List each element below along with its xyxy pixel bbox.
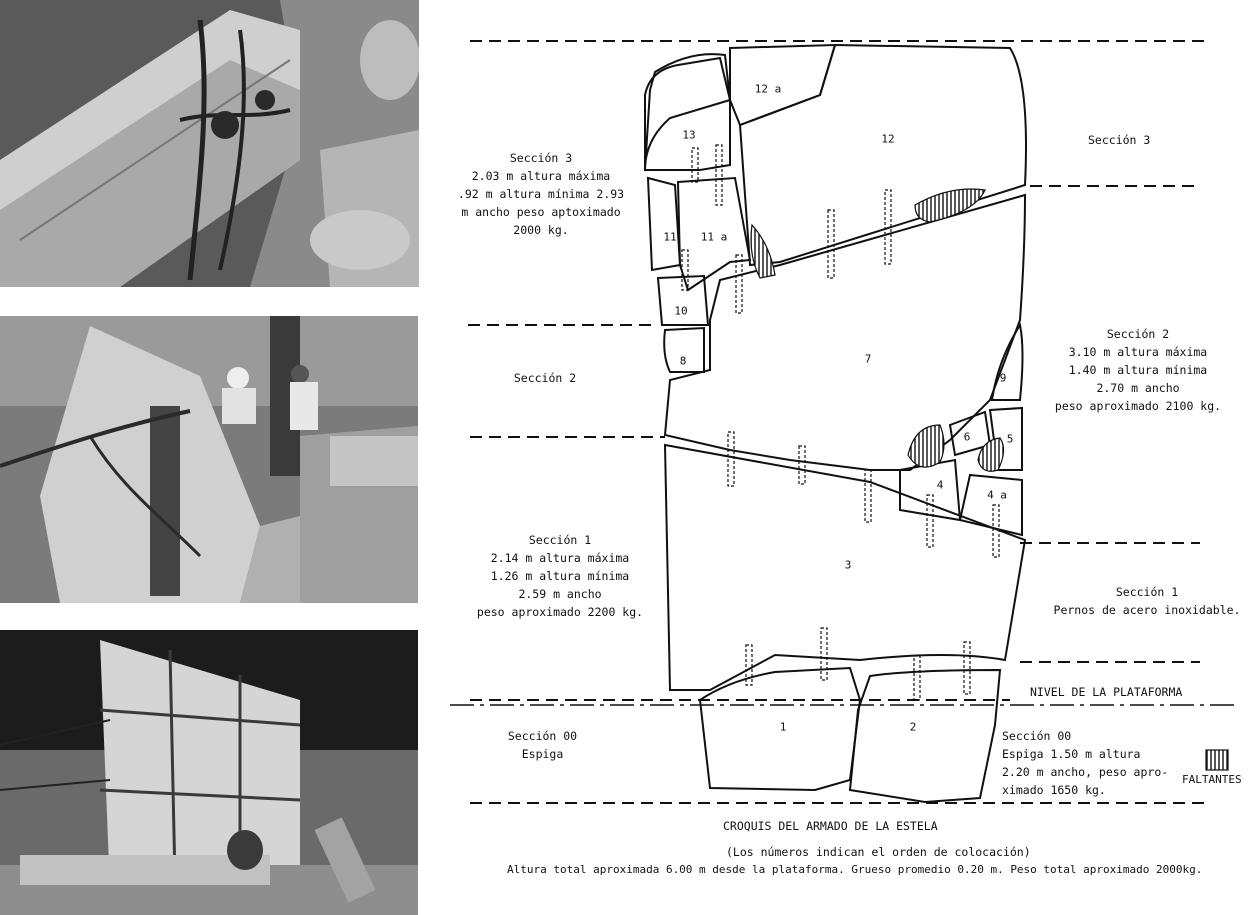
piece-label-3: 3 [844,558,852,572]
legend-faltantes-label: FALTANTES [1182,773,1242,786]
piece-label-8: 8 [679,354,687,368]
perno [914,656,920,700]
faltante-fragment [978,438,1004,471]
note-left-seccion-3: Sección 3 2.03 m altura máxima .92 m altura mínima 2.93 m ancho peso aptoximado 2000 kg. [457,151,625,237]
perno [692,148,698,182]
stela-assembly-diagram [430,0,1259,915]
diagram-title: CROQUIS DEL ARMADO DE LA ESTELA [723,819,938,833]
piece-label-4a: 4 a [987,488,1007,502]
piece-label-2: 2 [909,720,917,734]
perno [799,446,805,484]
photo-stone-slab-roped-image [0,0,419,287]
faltante-fragment [751,225,775,278]
piece-11-outline [648,178,680,270]
piece-10-outline [658,276,708,325]
piece-label-11a: 11 a [700,230,728,244]
note-right-seccion-2: Sección 2 3.10 m altura máxima 1.40 m altura mínima 2.70 m ancho peso aproximado 2100 kg. [1054,327,1222,413]
perno [728,432,734,486]
piece-4-outline [900,460,960,520]
photo-upright-stela-image [0,630,418,915]
photo-workers-with-tilted-stone [0,316,418,603]
piece-13-outline [645,54,730,170]
photo-stone-slab-roped [0,0,419,287]
note-right-seccion-00: Sección 00 Espiga 1.50 m altura 2.20 m ancho, peso apro- ximado 1650 kg. [1002,729,1169,797]
piece-label-9: 9 [999,371,1007,385]
piece-12a-outline [730,45,835,125]
note-right-seccion-1: Sección 1 Pernos de acero inoxidable. [1053,585,1241,617]
label-nivel-plataforma: NIVEL DE LA PLATAFORMA [1030,685,1183,699]
diagram-subtitle: (Los números indican el orden de colocación) [726,845,1031,859]
perno [828,210,834,278]
piece-label-13: 13 [682,128,696,142]
faltante-fragment [908,425,944,467]
piece-label-12: 12 [881,132,895,146]
piece-label-12a: 12 a [754,82,782,96]
piece-label-11: 11 [663,230,677,244]
piece-2-outline [850,670,1000,802]
perno [964,642,970,694]
piece-label-1: 1 [779,720,787,734]
piece-9-outline [992,325,1023,400]
piece-label-7: 7 [864,352,872,366]
note-left-seccion-1: Sección 1 2.14 m altura máxima 1.26 m altura mínima 2.59 m ancho peso aproximado 2200 kg. [476,533,644,619]
note-right-seccion-3: Sección 3 [1088,133,1151,147]
perno [865,470,871,522]
note-left-seccion-2: Sección 2 [513,371,577,385]
piece-13-body [645,58,730,170]
photo-workers-image [0,316,418,603]
piece-label-10: 10 [674,304,688,318]
note-left-seccion-00: Sección 00 Espiga [507,729,578,761]
photo-upright-stela-on-ground [0,630,418,915]
piece-label-5: 5 [1006,432,1014,446]
perno [736,255,742,313]
piece-label-4: 4 [936,478,944,492]
piece-label-6: 6 [963,430,971,444]
faltantes-legend-swatch [1206,750,1228,770]
perno [821,628,827,680]
piece-12-outline [740,45,1026,265]
perno [716,145,722,205]
diagram-summary: Altura total aproximada 6.00 m desde la plataforma. Grueso promedio 0.20 m. Peso total aproximado 2000kg. [507,863,1203,876]
piece-4a-outline [960,475,1022,535]
